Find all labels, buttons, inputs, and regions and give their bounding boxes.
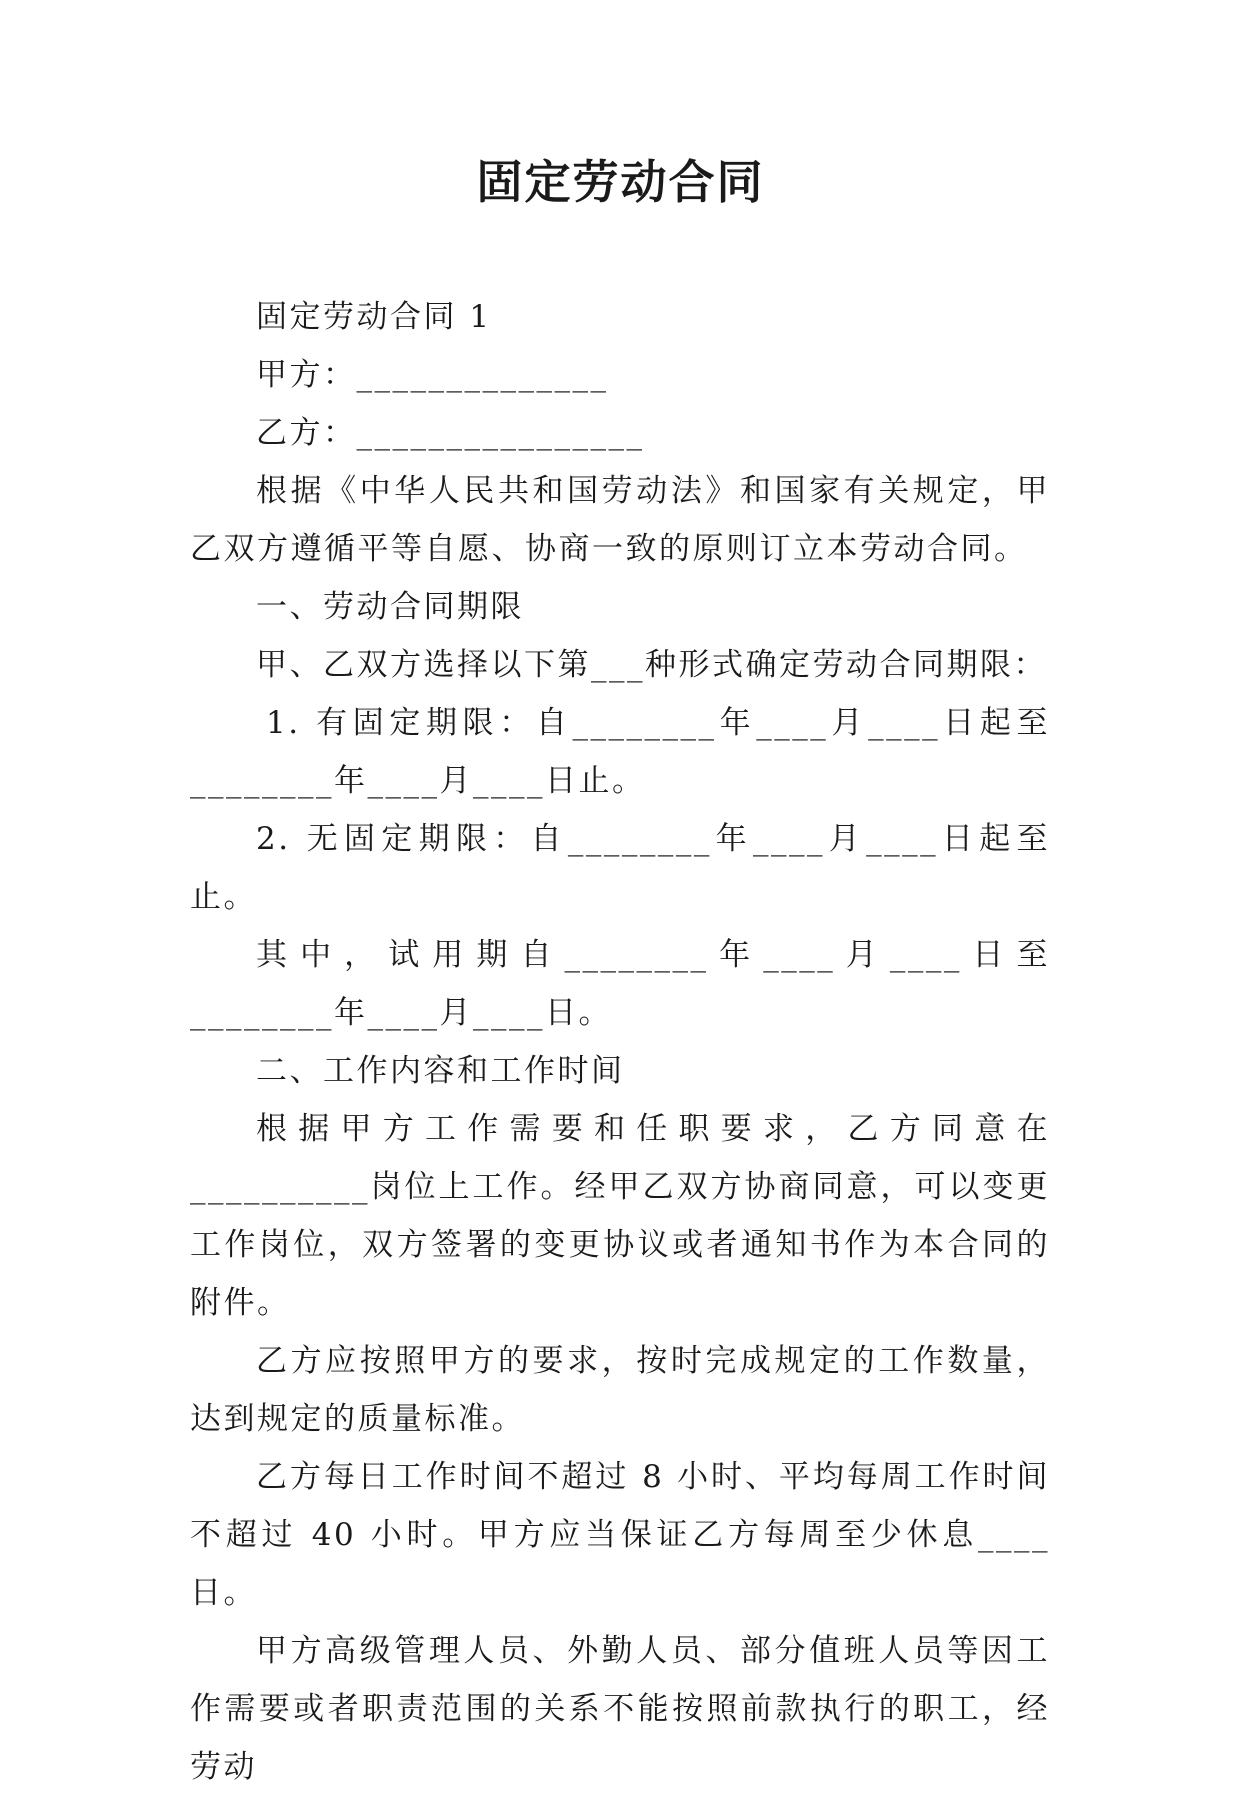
document-title: 固定劳动合同 — [476, 155, 765, 209]
work-quality-paragraph: 乙方应按照甲方的要求，按时完成规定的工作数量，达到规定的质量标准。 — [190, 1343, 1050, 1437]
party-a-line: 甲方：______________ — [256, 357, 609, 393]
preamble-paragraph: 根据《中华人民共和国劳动法》和国家有关规定，甲乙双方遵循平等自愿、协商一致的原则订立本劳动合同。 — [190, 473, 1050, 567]
working-hours-paragraph: 乙方每日工作时间不超过 8 小时、平均每周工作时间不超过 40 小时。甲方应当保证乙方每周至少休息____日。 — [190, 1459, 1050, 1611]
fixed-term-clause: 1. 有固定期限：自________年____月____日起至________年____月____日止。 — [190, 705, 1050, 799]
term-selection-paragraph: 甲、乙双方选择以下第___种形式确定劳动合同期限： — [256, 647, 1047, 683]
open-term-clause: 2. 无固定期限：自________年____月____日起至止。 — [190, 821, 1050, 915]
section-heading-work: 二、工作内容和工作时间 — [256, 1053, 625, 1089]
special-staff-paragraph: 甲方高级管理人员、外勤人员、部分值班人员等因工作需要或者职责范围的关系不能按照前款执行的职工，经劳动 — [190, 1633, 1050, 1785]
contract-subtitle: 固定劳动合同 1 — [256, 299, 492, 335]
job-position-paragraph: 根据甲方工作需要和任职要求，乙方同意在__________岗位上工作。经甲乙双方协商同意，可以变更工作岗位，双方签署的变更协议或者通知书作为本合同的附件。 — [190, 1111, 1050, 1321]
section-heading-term: 一、劳动合同期限 — [256, 589, 524, 625]
document-body — [190, 288, 1050, 1796]
probation-clause: 其中，试用期自________年____月____日至________年____月____日。 — [190, 937, 1050, 1031]
party-b-line: 乙方：________________ — [256, 415, 645, 451]
